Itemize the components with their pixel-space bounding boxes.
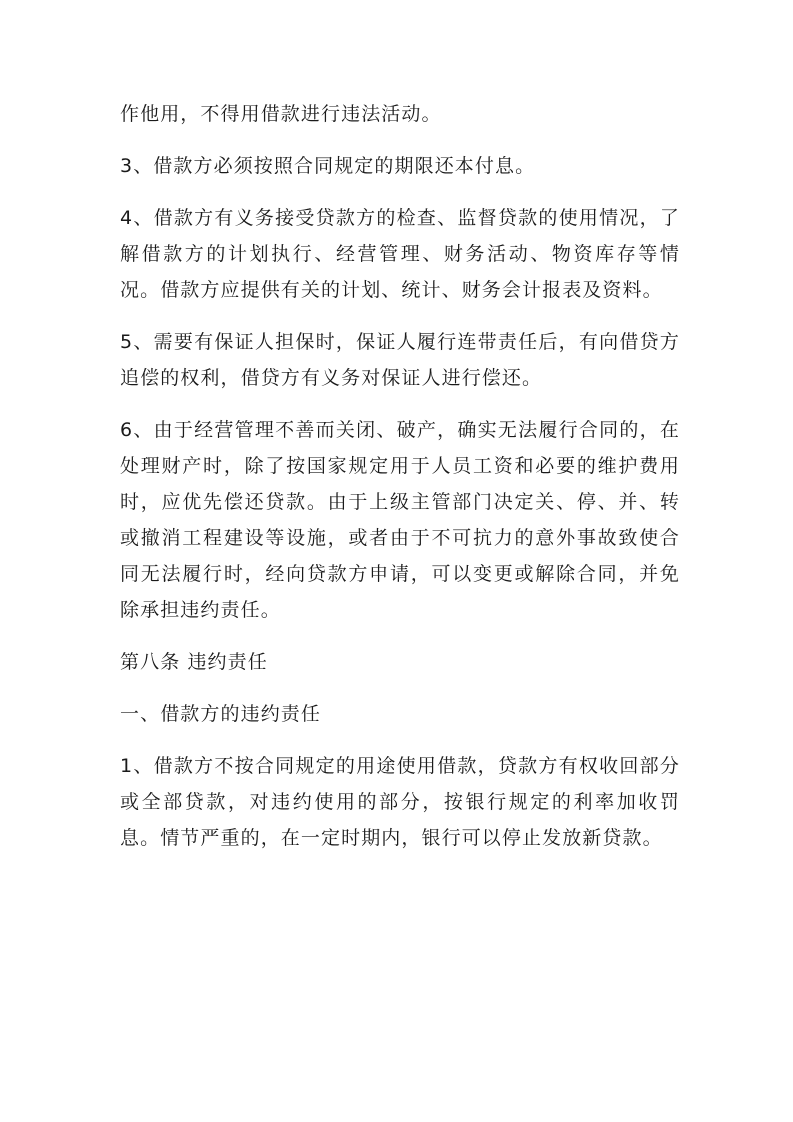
section-heading: 一、借款方的违约责任 [120,703,322,725]
paragraph-clause-5: 5、需要有保证人担保时，保证人履行连带责任后，有向借贷方追偿的权利，借贷方有义务对保证人进行偿还。 [120,331,680,389]
paragraph-clause-6: 6、由于经营管理不善而关闭、破产，确实无法履行合同的，在处理财产时，除了按国家规定用于人员工资和必要的维护费用时，应优先偿还贷款。由于上级主管部门决定关、停、并、转或撤消工程建设等设施，或者由于不可抗力的意外事故致使合同无法履行时，经向贷款方申请，可以变更或解除合同，并免除承担违约责任。 [120,419,680,621]
paragraph-continuation: 作他用，不得用借款进行违法活动。 [120,103,442,125]
paragraph-liability-1: 1、借款方不按合同规定的用途使用借款，贷款方有权收回部分或全部贷款，对违约使用的部分，按银行规定的利率加收罚息。情节严重的，在一定时期内，银行可以停止发放新贷款。 [120,755,680,849]
paragraph-clause-3: 3、借款方必须按照合同规定的期限还本付息。 [120,155,536,177]
article-heading: 第八条 违约责任 [120,651,268,673]
paragraph-clause-4: 4、借款方有义务接受贷款方的检查、监督贷款的使用情况，了解借款方的计划执行、经营管理、财务活动、物资库存等情况。借款方应提供有关的计划、统计、财务会计报表及资料。 [120,207,680,301]
document-body [120,96,680,872]
